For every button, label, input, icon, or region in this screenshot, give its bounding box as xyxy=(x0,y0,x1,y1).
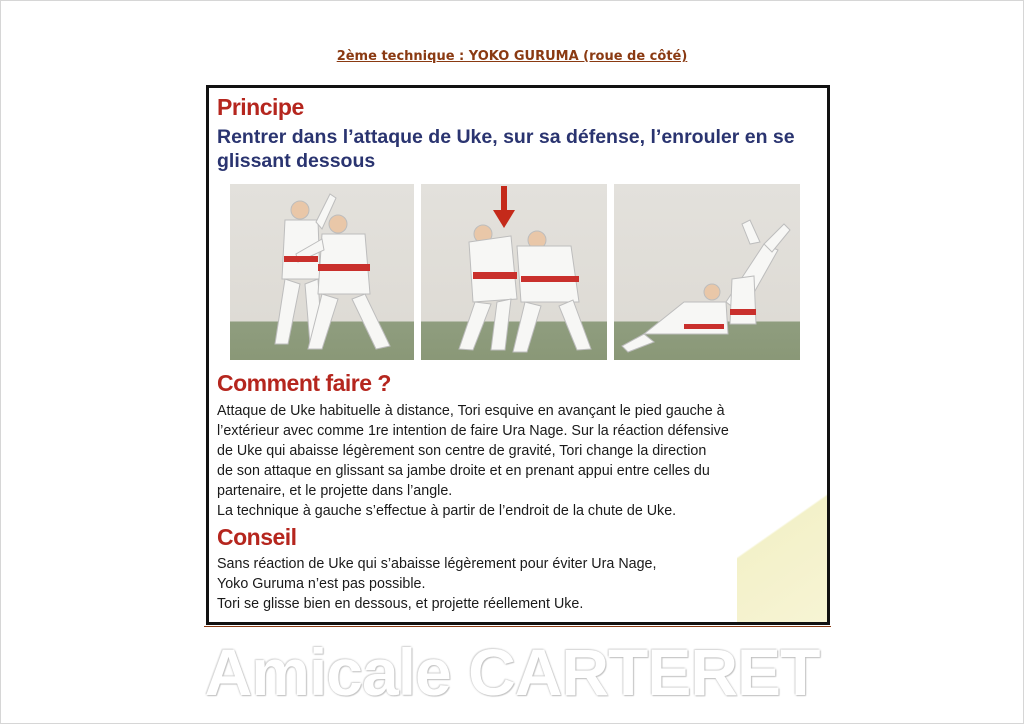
judoka-figures-step-1 xyxy=(230,184,414,360)
photo-step-1 xyxy=(230,184,414,360)
watermark-text: Amicale CARTERET xyxy=(204,635,820,709)
principe-lead: Rentrer dans l’attaque de Uke, sur sa défense, l’enrouler en se glissant dessous xyxy=(217,126,795,172)
technique-sheet-image xyxy=(206,85,830,625)
judoka-figures-step-3 xyxy=(614,184,800,360)
conseil-text: Sans réaction de Uke qui s’abaisse légèrement pour éviter Ura Nage, Yoko Guruma n’est pas possible. Tori se glisse bien en dessous, et projette réellement Uke. xyxy=(217,556,657,612)
conseil-heading: Conseil xyxy=(217,524,297,550)
footer-divider xyxy=(204,626,831,627)
photo-step-3 xyxy=(614,184,800,360)
document-title: 2ème technique : YOKO GURUMA (roue de côté) xyxy=(336,49,688,64)
comment-faire-heading: Comment faire ? xyxy=(217,370,391,396)
comment-faire-text: Attaque de Uke habituelle à distance, Tori esquive en avançant le pied gauche à l’extérieur avec comme 1re intention de faire Ura Nage. Sur la réaction défensive de Uke qui abaisse légèrement son centre de gravité, Tori change la direction de son attaque en glissant sa jambe droite et en prenant appui entre celles du partenaire, et le projette dans l’angle. La technique à gauche s’effectue à partir de l’endroit de la chute de Uke. xyxy=(217,403,729,519)
principe-heading: Principe xyxy=(217,94,304,120)
photo-step-2 xyxy=(421,184,607,360)
judoka-figures-step-2 xyxy=(421,184,607,360)
